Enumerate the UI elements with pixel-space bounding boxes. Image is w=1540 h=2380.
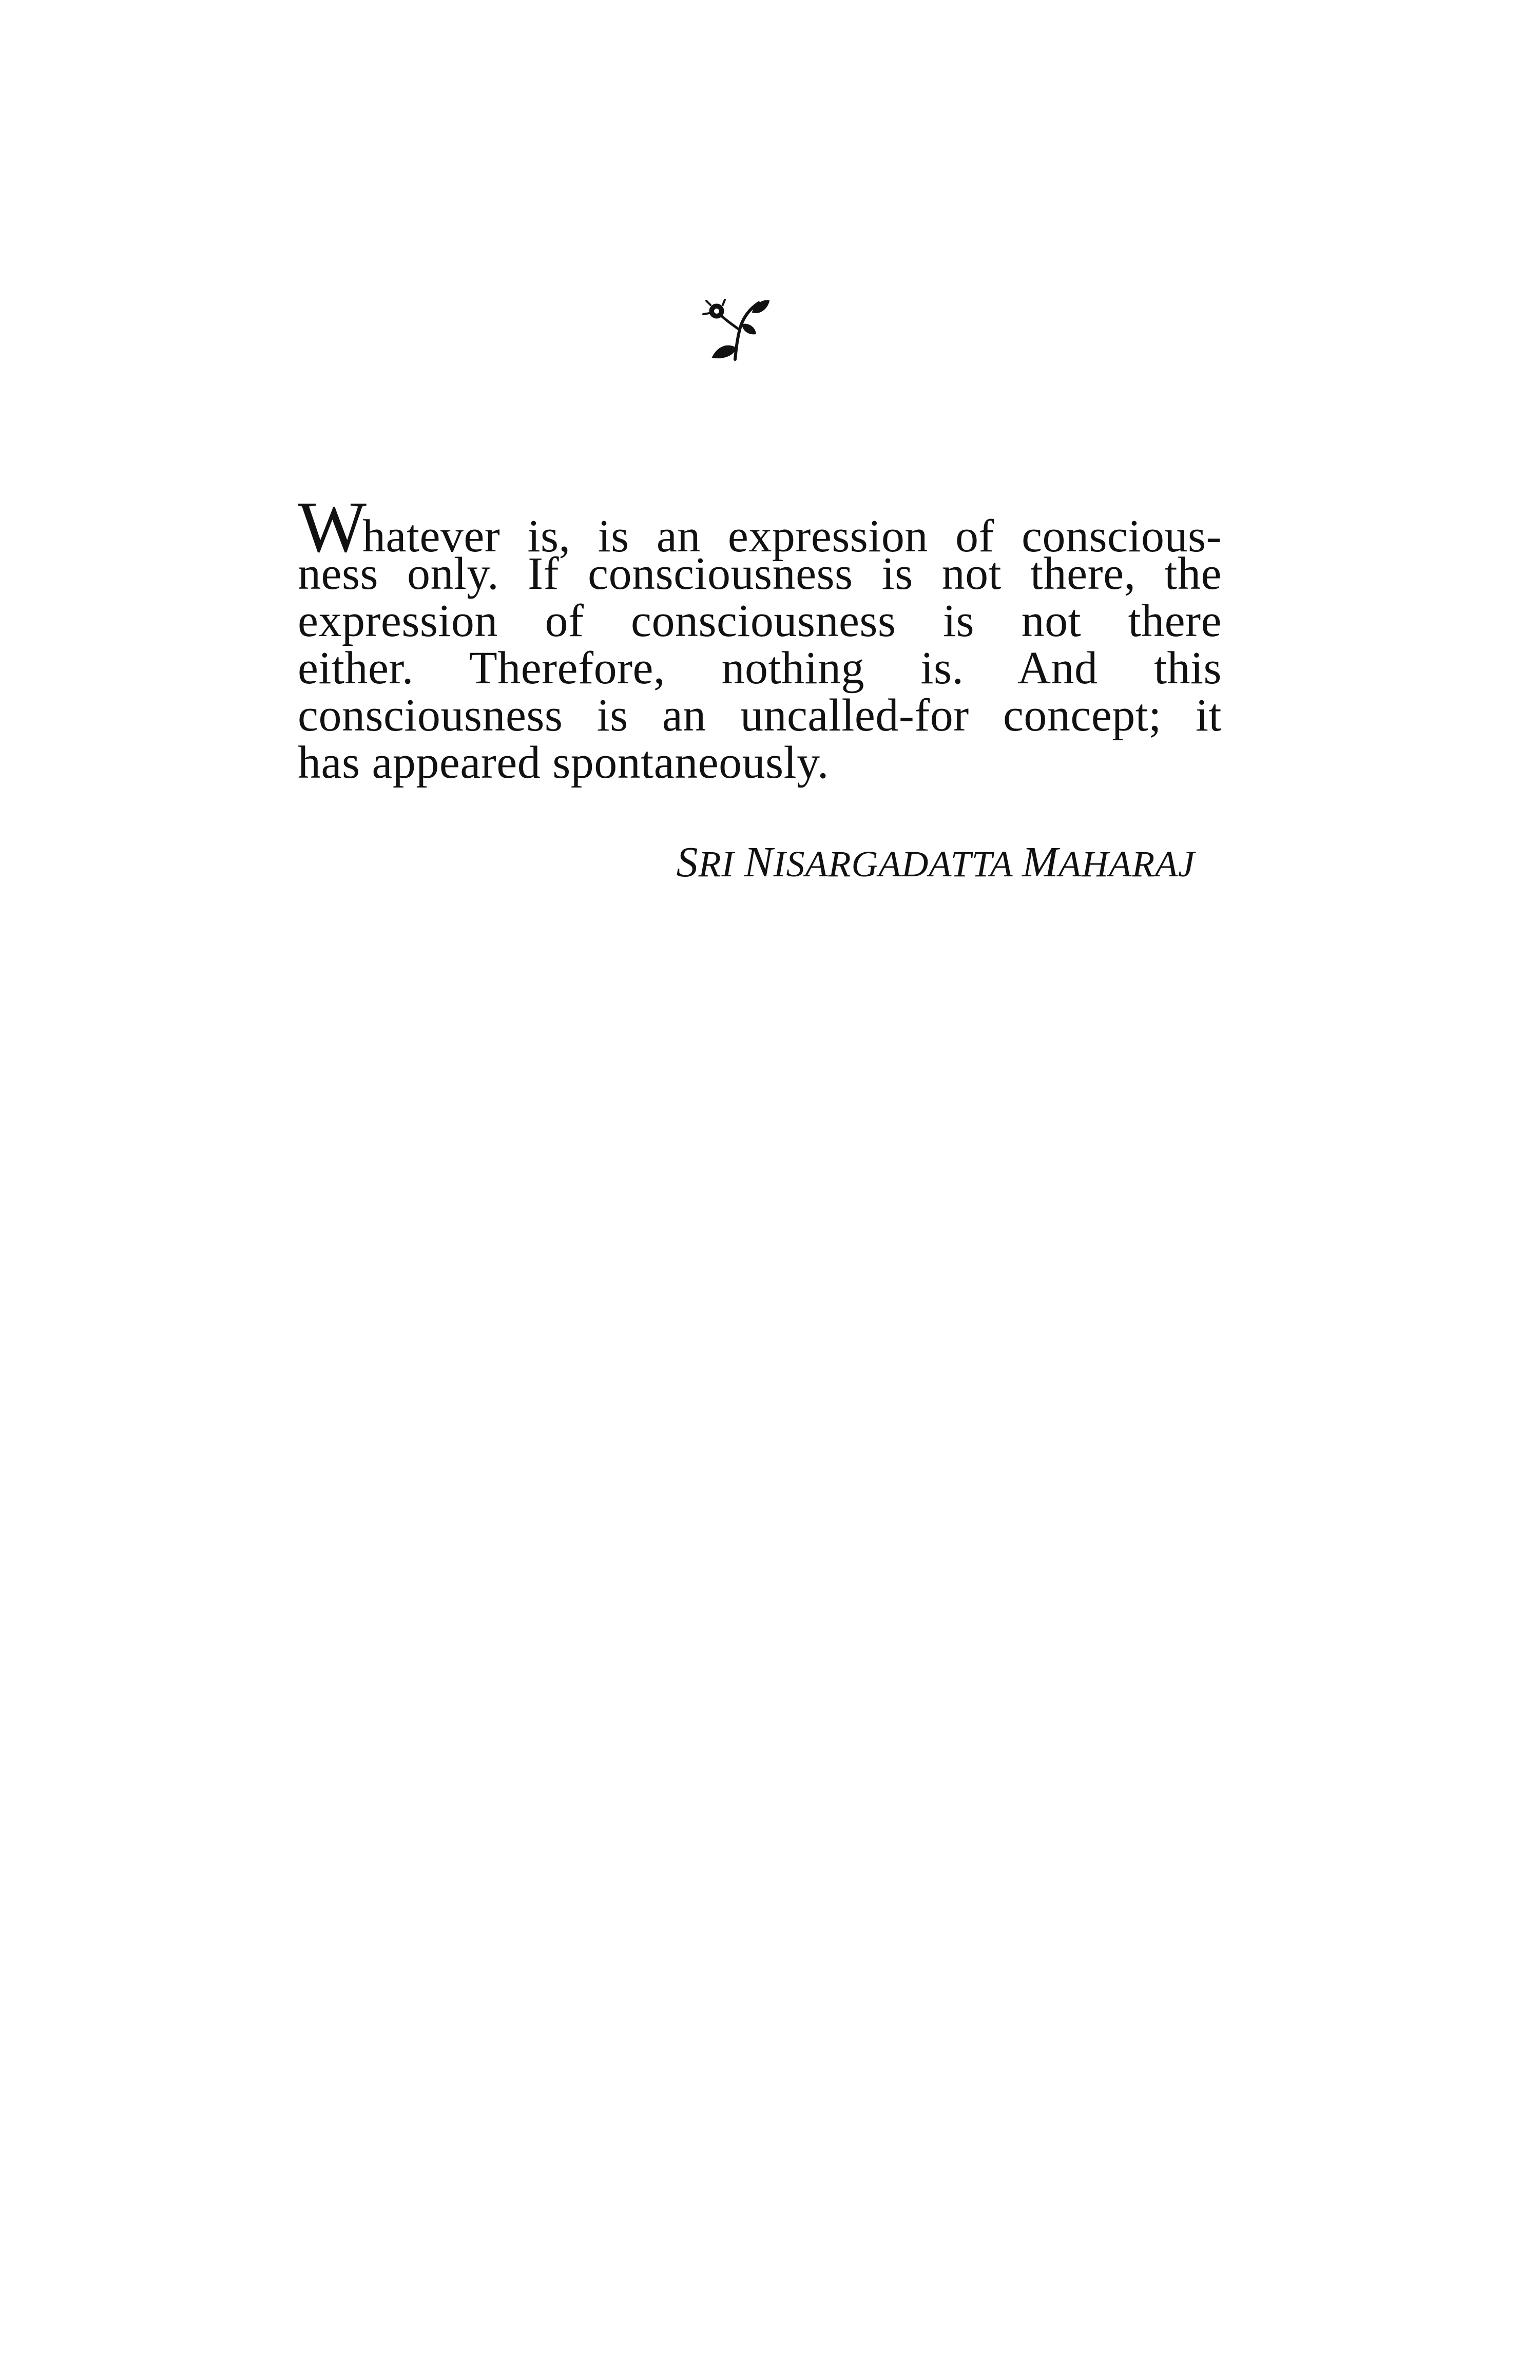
drop-cap: W: [298, 486, 363, 567]
floral-sprig-icon: [699, 294, 771, 366]
attribution-part: ISARGADATTA: [773, 843, 1023, 885]
attribution-part: RI: [698, 843, 744, 885]
quote-line: either. Therefore, nothing is. And this: [298, 643, 1222, 694]
quote-line-text: hatever is, is an expression of conscious-: [362, 511, 1222, 562]
quote-line: ness only. If consciousness is not there, the: [298, 548, 1222, 599]
quote-line: expression of consciousness is not there: [298, 596, 1222, 646]
quote-passage: [298, 486, 1222, 788]
quote-line: [298, 486, 1222, 567]
quote-line: consciousness is an uncalled-for concept; it: [298, 690, 1222, 741]
quote-line: has appeared spontaneously.: [298, 737, 829, 788]
attribution-part: AHARAJ: [1058, 843, 1195, 885]
attribution: [657, 838, 1195, 886]
attribution-part: N: [744, 838, 774, 886]
attribution-part: S: [676, 838, 699, 886]
attribution-part: M: [1022, 838, 1059, 886]
